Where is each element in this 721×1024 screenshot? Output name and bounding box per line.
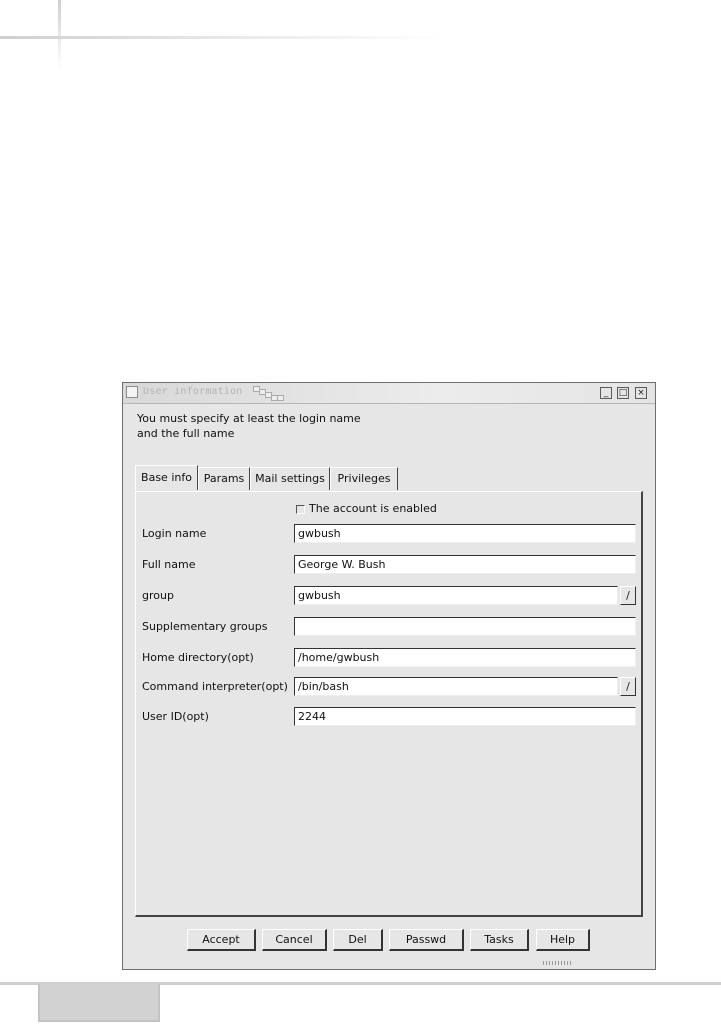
- tab-mail-settings[interactable]: Mail settings: [250, 467, 330, 490]
- tab-base-info[interactable]: Base info: [135, 465, 198, 490]
- cancel-button[interactable]: Cancel: [262, 929, 327, 951]
- group-label: group: [142, 589, 174, 602]
- decorative-horizontal-line: [0, 36, 450, 39]
- login-name-field[interactable]: gwbush: [294, 524, 636, 543]
- del-button[interactable]: Del: [333, 929, 383, 951]
- passwd-button[interactable]: Passwd: [389, 929, 464, 951]
- close-button[interactable]: ×: [635, 387, 647, 399]
- command-interpreter-label: Command interpreter(opt): [142, 680, 288, 693]
- user-id-field[interactable]: 2244: [294, 707, 636, 726]
- group-field[interactable]: gwbush: [294, 586, 618, 605]
- tab-params[interactable]: Params: [198, 467, 250, 490]
- window-title: User information: [143, 386, 243, 397]
- login-name-label: Login name: [142, 527, 207, 540]
- command-interpreter-field[interactable]: /bin/bash: [294, 677, 618, 696]
- minimize-button[interactable]: _: [600, 387, 612, 399]
- title-decoration-icon: [253, 386, 289, 402]
- button-row: [123, 929, 655, 953]
- account-enabled-checkbox[interactable]: [296, 505, 305, 514]
- user-id-label: User ID(opt): [142, 710, 209, 723]
- supplementary-groups-field[interactable]: [294, 617, 636, 636]
- home-directory-label: Home directory(opt): [142, 651, 254, 664]
- title-bar[interactable]: [123, 383, 655, 404]
- accept-button[interactable]: Accept: [187, 929, 256, 951]
- user-information-window: [122, 382, 656, 970]
- account-enabled-row[interactable]: [296, 502, 437, 515]
- base-info-panel: [135, 491, 643, 917]
- tasks-button[interactable]: Tasks: [470, 929, 529, 951]
- instruction-line-2: and the full name: [137, 427, 235, 440]
- decorative-vertical-line: [58, 0, 61, 70]
- account-enabled-label: The account is enabled: [309, 502, 437, 515]
- home-directory-field[interactable]: /home/gwbush: [294, 648, 636, 667]
- help-button[interactable]: Help: [536, 929, 590, 951]
- resize-grip[interactable]: [543, 961, 573, 965]
- supplementary-groups-label: Supplementary groups: [142, 620, 268, 633]
- footer-box: [38, 984, 160, 1022]
- command-interpreter-picker-button[interactable]: /: [620, 677, 636, 696]
- full-name-label: Full name: [142, 558, 196, 571]
- full-name-field[interactable]: George W. Bush: [294, 555, 636, 574]
- instruction-message: [137, 411, 361, 441]
- window-menu-icon[interactable]: [126, 386, 138, 398]
- tab-privileges[interactable]: Privileges: [330, 467, 398, 490]
- instruction-line-1: You must specify at least the login name: [137, 412, 361, 425]
- maximize-button[interactable]: □: [618, 388, 628, 398]
- group-picker-button[interactable]: /: [620, 586, 636, 605]
